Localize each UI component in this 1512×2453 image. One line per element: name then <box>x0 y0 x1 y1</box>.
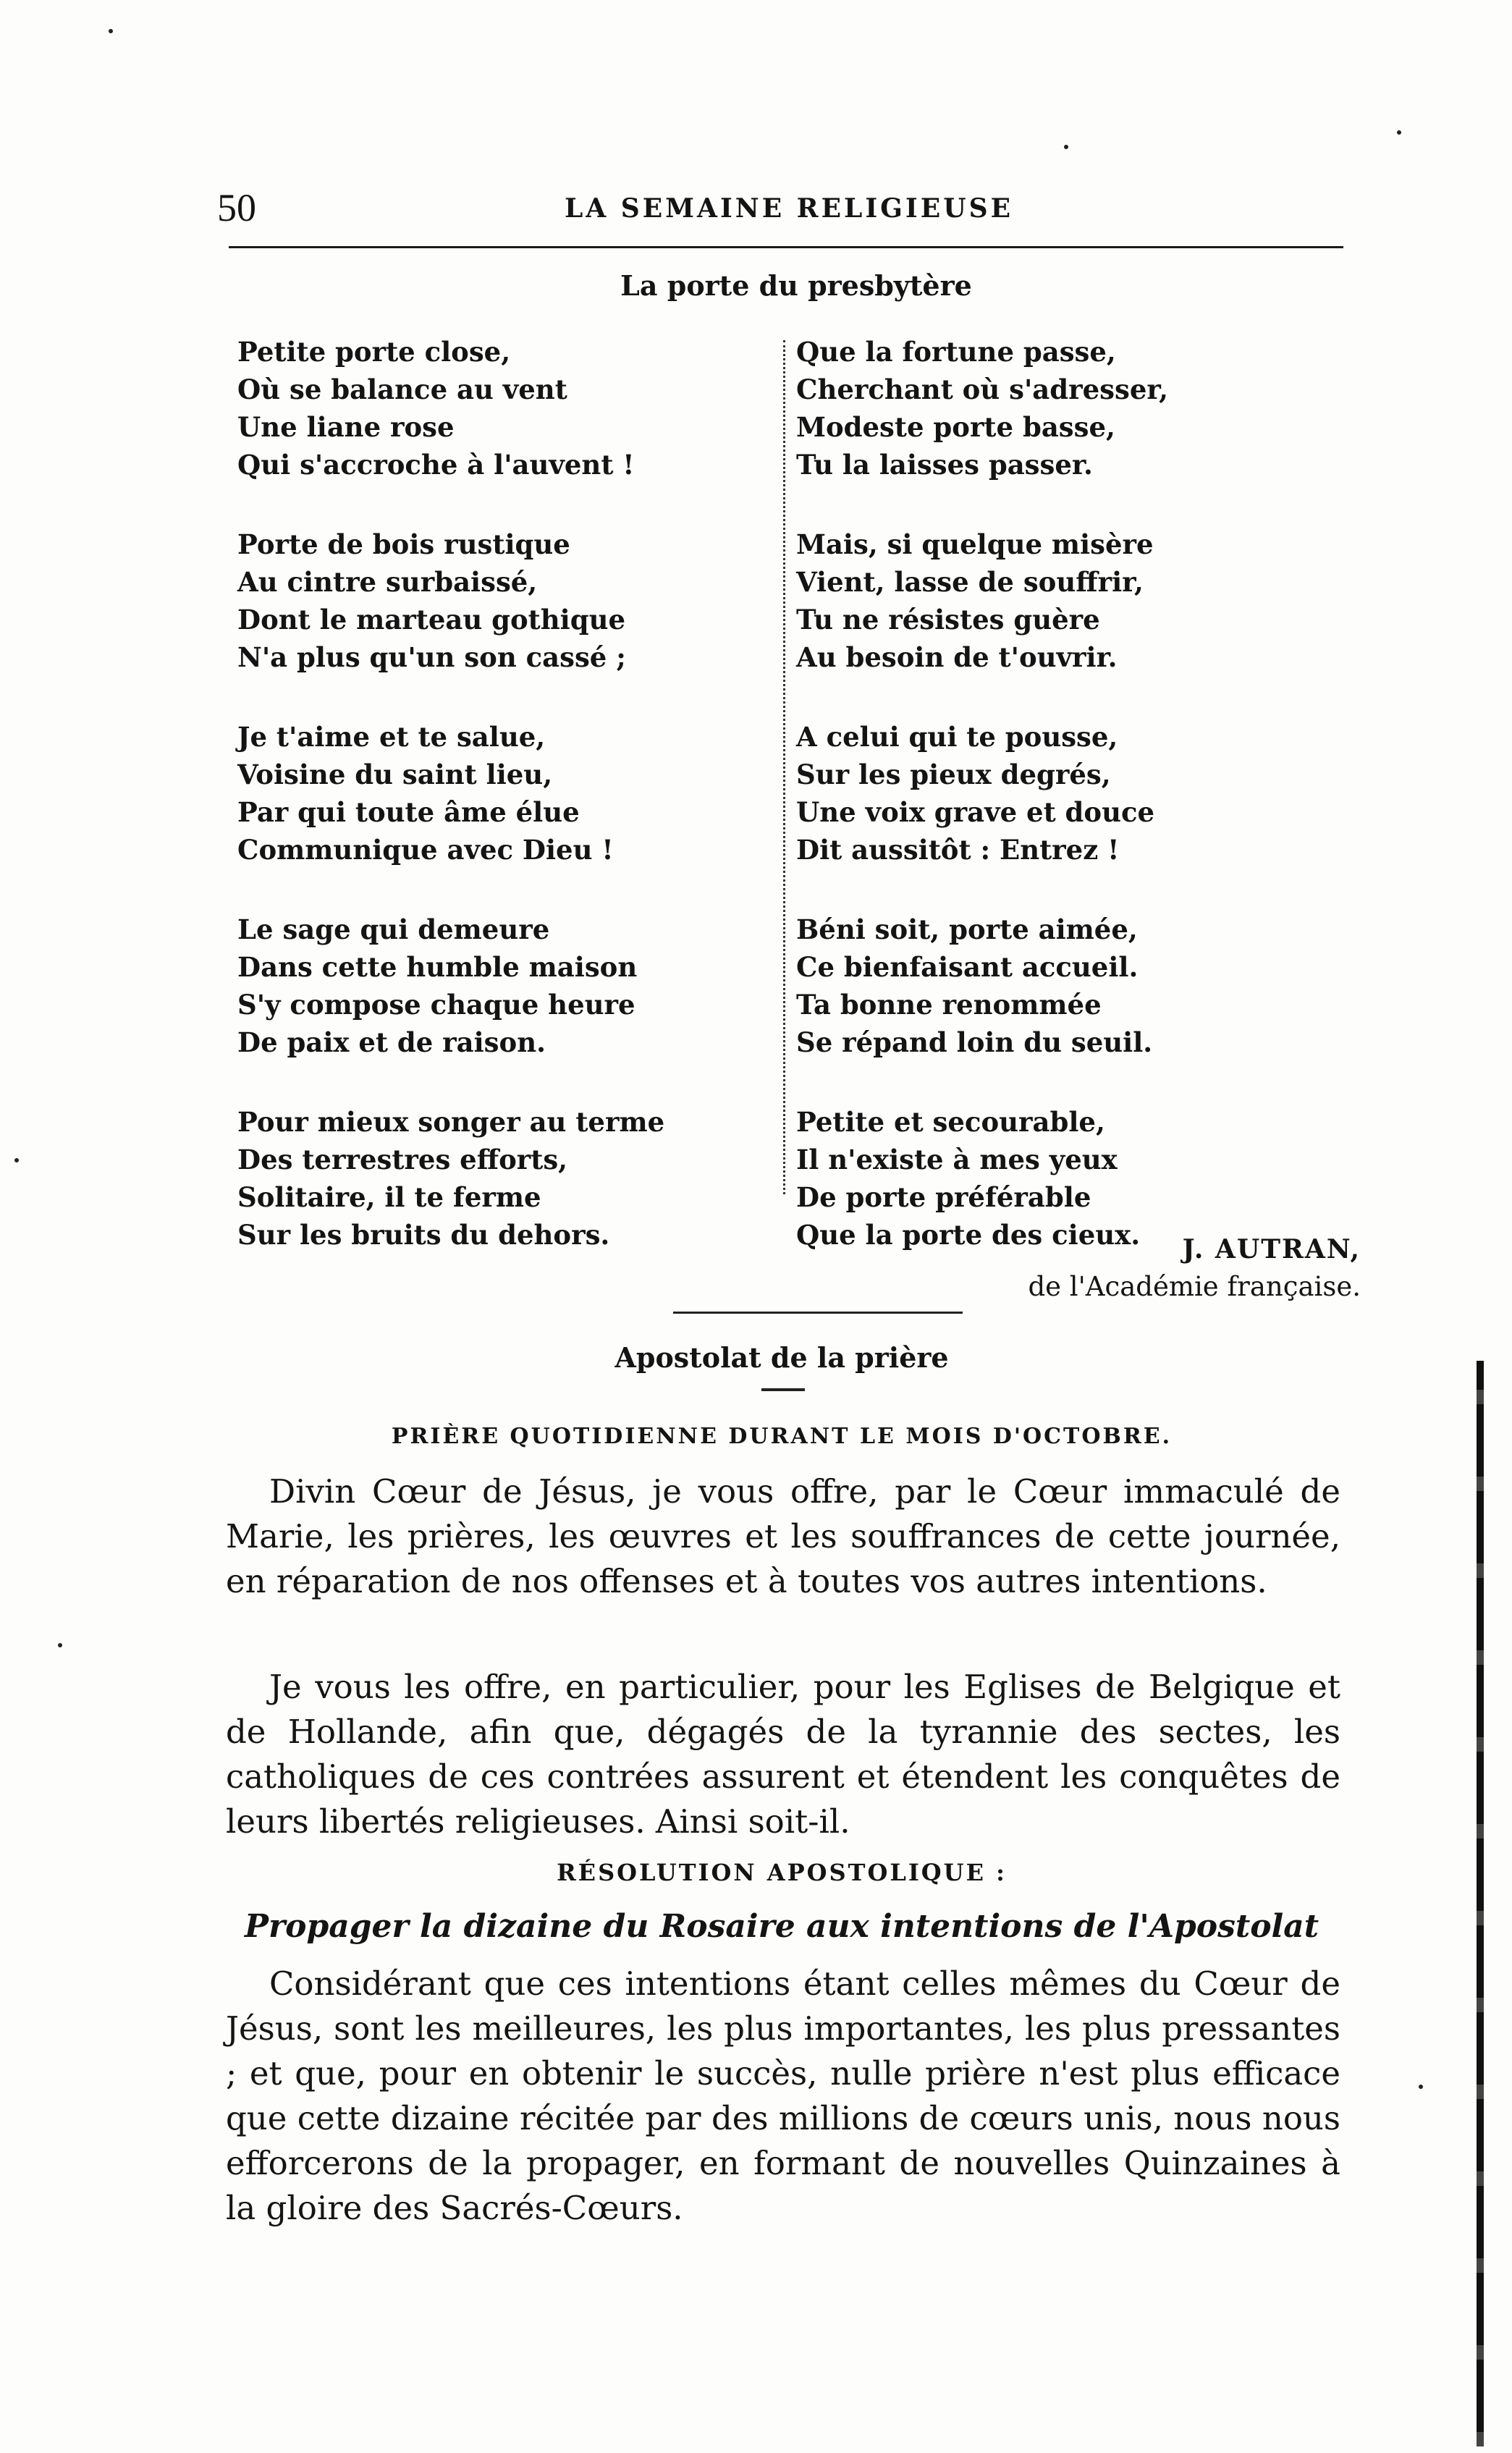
verse-line: Qui s'accroche à l'auvent ! <box>237 449 635 481</box>
verse-line: Au besoin de t'ouvrir. <box>796 641 1118 673</box>
verse-line: Béni soit, porte aimée, <box>796 913 1138 945</box>
verse-line: Mais, si quelque misère <box>796 528 1154 560</box>
verse-line: Le sage qui demeure <box>237 913 550 945</box>
stanza <box>796 911 1317 1061</box>
stanza <box>796 525 1317 676</box>
stanza <box>237 911 759 1061</box>
stanza <box>796 718 1317 869</box>
resolution-heading: RÉSOLUTION APOSTOLIQUE : <box>557 1859 1007 1886</box>
title-dash <box>761 1388 805 1391</box>
verse-line: Tu la laisses passer. <box>796 449 1093 481</box>
verse-line: De paix et de raison. <box>237 1026 546 1058</box>
verse-line: Une liane rose <box>237 411 455 443</box>
prayer-paragraph: Divin Cœur de Jésus, je vous offre, par le Cœur immaculé de Marie, les prières, les œuvres et les souffrances de cette journée, en réparation de nos offenses et à toutes vos autres intentions. <box>226 1472 1340 1600</box>
stanza <box>237 718 759 869</box>
verse-line: Dont le marteau gothique <box>237 604 626 636</box>
verse-line: Voisine du saint lieu, <box>237 759 553 790</box>
verse-line: Il n'existe à mes yeux <box>796 1144 1118 1175</box>
poem-right-column <box>796 333 1317 1296</box>
verse-line: Cherchant où s'adresser, <box>796 373 1169 405</box>
verse-line: Des terrestres efforts, <box>237 1144 568 1175</box>
verse-line: Je t'aime et te salue, <box>237 721 546 753</box>
verse-line: Solitaire, il te ferme <box>237 1181 541 1213</box>
scan-speck <box>58 1643 62 1647</box>
verse-line: Sur les pieux degrés, <box>796 759 1111 790</box>
stanza <box>237 333 759 484</box>
header-rule <box>229 246 1343 248</box>
verse-line: Par qui toute âme élue <box>237 796 580 828</box>
author-affiliation: de l'Académie française. <box>1028 1271 1361 1302</box>
scan-speck <box>109 29 113 33</box>
prayer-paragraph: Je vous les offre, en particulier, pour les Eglises de Belgique et de Hollande, afin que, dégagés de la tyrannie des sectes, les catholiques de ces contrées assurent et étendent les conquêtes de leurs libertés religieuses. Ainsi soit-il. <box>226 1668 1340 1841</box>
resolution-subtitle: Propager la dizaine du Rosaire aux intentions de l'Apostolat <box>244 1908 1319 1945</box>
verse-line: Petite et secourable, <box>796 1106 1105 1138</box>
stanza <box>796 333 1317 484</box>
prayer-heading: PRIÈRE QUOTIDIENNE DURANT LE MOIS D'OCTOBRE. <box>391 1424 1173 1449</box>
verse-line: Petite porte close, <box>237 336 511 368</box>
verse-line: Porte de bois rustique <box>237 528 570 560</box>
verse-line: Modeste porte basse, <box>796 411 1115 443</box>
verse-line: Dit aussitôt : Entrez ! <box>796 834 1120 866</box>
poem-left-column <box>237 333 759 1296</box>
verse-line: A celui qui te pousse, <box>796 721 1118 753</box>
verse-line: Communique avec Dieu ! <box>237 834 614 866</box>
verse-line: Au cintre surbaissé, <box>237 566 538 598</box>
verse-line: Tu ne résistes guère <box>796 604 1100 636</box>
verse-line: Ce bienfaisant accueil. <box>796 951 1139 983</box>
scan-speck <box>1419 2085 1423 2089</box>
verse-line: S'y compose chaque heure <box>237 989 635 1021</box>
running-header <box>217 185 1346 235</box>
section-title: Apostolat de la prière <box>614 1341 949 1374</box>
verse-line: Que la fortune passe, <box>796 336 1116 368</box>
verse-line: Sur les bruits du dehors. <box>237 1219 610 1251</box>
stanza <box>237 1103 759 1254</box>
scan-speck <box>1064 145 1068 149</box>
stanza <box>237 525 759 676</box>
column-divider <box>783 340 787 1194</box>
verse-line: Vient, lasse de souffrir, <box>796 566 1144 598</box>
verse-line: Où se balance au vent <box>237 373 567 405</box>
verse-line: De porte préférable <box>796 1181 1091 1213</box>
poem-title: La porte du presbytère <box>620 269 972 302</box>
scan-edge-shadow <box>1477 1361 1484 2446</box>
poem-signature <box>883 1230 1361 1306</box>
verse-line: Se répand loin du seuil. <box>796 1026 1153 1058</box>
verse-line: Que la porte des cieux. <box>796 1219 1141 1251</box>
page-number: 50 <box>217 186 256 229</box>
verse-line: N'a plus qu'un son cassé ; <box>237 641 626 673</box>
section-separator <box>673 1312 963 1314</box>
verse-line: Ta bonne renommée <box>796 989 1102 1021</box>
verse-line: Une voix grave et douce <box>796 796 1155 828</box>
verse-line: Dans cette humble maison <box>237 951 638 983</box>
scan-speck <box>1397 130 1401 135</box>
journal-title: LA SEMAINE RELIGIEUSE <box>564 193 1014 224</box>
resolution-paragraph: Considérant que ces intentions étant celles mêmes du Cœur de Jésus, sont les meilleures, les plus importantes, les plus pressantes ; et que, pour en obtenir le succès, nulle prière n'est plus efficace que cette dizaine récitée par des millions de cœurs unis, nous nous efforcerons de la propager, en formant de nouvelles Quinzaines à la gloire des Sacrés-Cœurs. <box>226 1964 1340 2227</box>
author-name: J. AUTRAN, <box>1182 1234 1361 1265</box>
scan-speck <box>14 1158 19 1162</box>
verse-line: Pour mieux songer au terme <box>237 1106 665 1138</box>
